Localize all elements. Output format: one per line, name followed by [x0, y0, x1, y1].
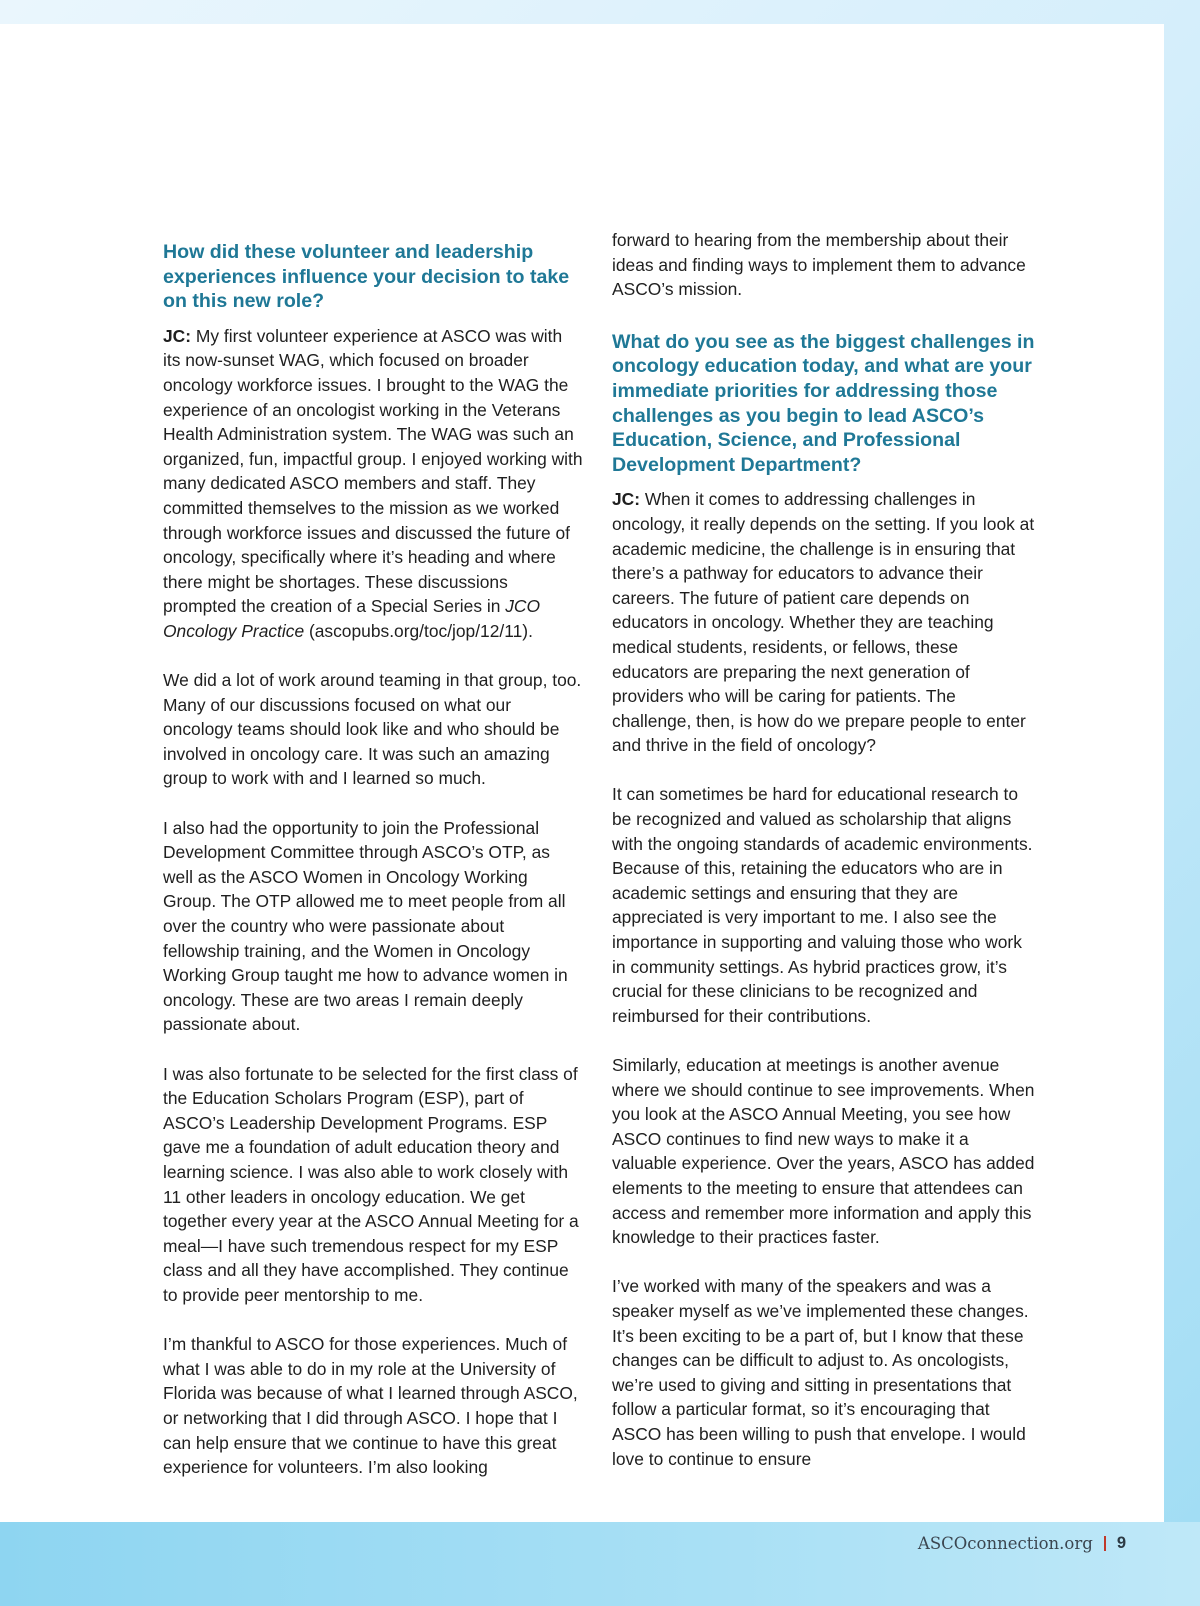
paragraph-continued: forward to hearing from the membership about their ideas and finding ways to implement them to advance ASCO’s mission. — [612, 230, 1026, 300]
paragraph-text: My first volunteer experience at ASCO was with its now-sunset WAG, which focused on broader oncology workforce issues. I brought to the WAG the experience of an oncologist working in the Veterans Health Administration system. The WAG was such an organized, fun, impactful group. I enjoyed working with many dedicated ASCO members and staff. They committed themselves to the mission as we worked through workforce issues and discussed the future of oncology, specifically where it’s heading and where there might be shortages. These discussions prompted the creation of a Special Series in — [163, 325, 583, 617]
page-footer — [918, 1534, 1126, 1553]
footer-separator — [1104, 1536, 1106, 1551]
paragraph: It can sometimes be hard for educational research to be recognized and valued as scholarship that aligns with the ongoing standards of academic environments. Because of this, retaining the educators who are in academic settings and ensuring that they are appreciated is very important to me. I also see the importance in supporting and valuing those who work in community settings. As hybrid practices grow, it’s crucial for these clinicians to be recognized and reimbursed for their contributions. — [612, 784, 1033, 1026]
paragraph: I’ve worked with many of the speakers and was a speaker myself as we’ve implemented these changes. It’s been exciting to be a part of, but I know that these changes can be difficult to adjust to. As oncologists, we’re used to giving and sitting in presentations that follow a particular format, so it’s encouraging that ASCO has been willing to push that envelope. I would love to continue to ensure — [612, 1276, 1029, 1469]
question-heading-2: What do you see as the biggest challenges in oncology education today, and what are your immediate priorities for addressing those challenges as you begin to lead ASCO’s Education, Science, and Professional Development Department? — [612, 330, 1035, 476]
paragraph: I also had the opportunity to join the Professional Development Committee through ASCO’s OTP, as well as the ASCO Women in Oncology Working Group. The OTP allowed me to meet people from all over the country who were passionate about fellowship training, and the Women in Oncology Working Group taught me how to advance women in oncology. These are two areas I remain deeply passionate about. — [163, 817, 568, 1035]
paragraph: We did a lot of work around teaming in that group, too. Many of our discussions focused on what our oncology teams should look like and who should be involved in oncology care. It was such an amazing group to work with and I learned so much. — [163, 670, 582, 789]
answer-paragraph — [163, 324, 583, 644]
right-column — [612, 228, 1037, 1471]
journal-title: JCO Oncology Practice — [163, 596, 541, 641]
speaker-initials: JC: — [612, 489, 641, 510]
site-url[interactable]: ASCOconnection.org — [917, 1534, 1093, 1553]
page-number: 9 — [1116, 1534, 1126, 1552]
paragraph: I was also fortunate to be selected for the first class of the Education Scholars Program (ESP), part of ASCO’s Leadership Development Programs. ESP gave me a foundation of adult education theory and learning science. I was also able to work closely with 11 other leaders in oncology education. We get together every year at the ASCO Annual Meeting for a meal—I have such tremendous respect for my ESP class and all they have accomplished. They continue to provide peer mentorship to me. — [163, 1063, 579, 1305]
paragraph: I’m thankful to ASCO for those experiences. Much of what I was able to do in my role at the University of Florida was because of what I learned through ASCO, or networking that I did through ASCO. I hope that I can help ensure that we continue to have this great experience for volunteers. I’m also looking — [163, 1334, 578, 1478]
answer-paragraph — [612, 487, 1037, 758]
speaker-initials: JC: — [163, 325, 192, 346]
left-column — [163, 240, 583, 1480]
paragraph-text: When it comes to addressing challenges in oncology, it really depends on the setting. If you look at academic medicine, the challenge is in ensuring that there’s a pathway for educators to advance their careers. The future of patient care depends on educators in oncology. Whether they are teaching medical students, residents, or fellows, these educators are preparing the next generation of providers who will be caring for patients. The challenge, then, is how do we prepare people to enter and thrive in the field of oncology? — [612, 489, 1035, 756]
paragraph: Similarly, education at meetings is another avenue where we should continue to see improvements. When you look at the ASCO Annual Meeting, you see how ASCO continues to find new ways to make it a valuable experience. Over the years, ASCO has added elements to the meeting to ensure that attendees can access and remember more information and apply this knowledge to their practices faster. — [612, 1055, 1035, 1248]
paragraph-text: (ascopubs.org/toc/jop/12/11). — [304, 620, 533, 641]
question-heading-1: How did these volunteer and leadership experiences influence your decision to take on this new role? — [163, 241, 570, 313]
